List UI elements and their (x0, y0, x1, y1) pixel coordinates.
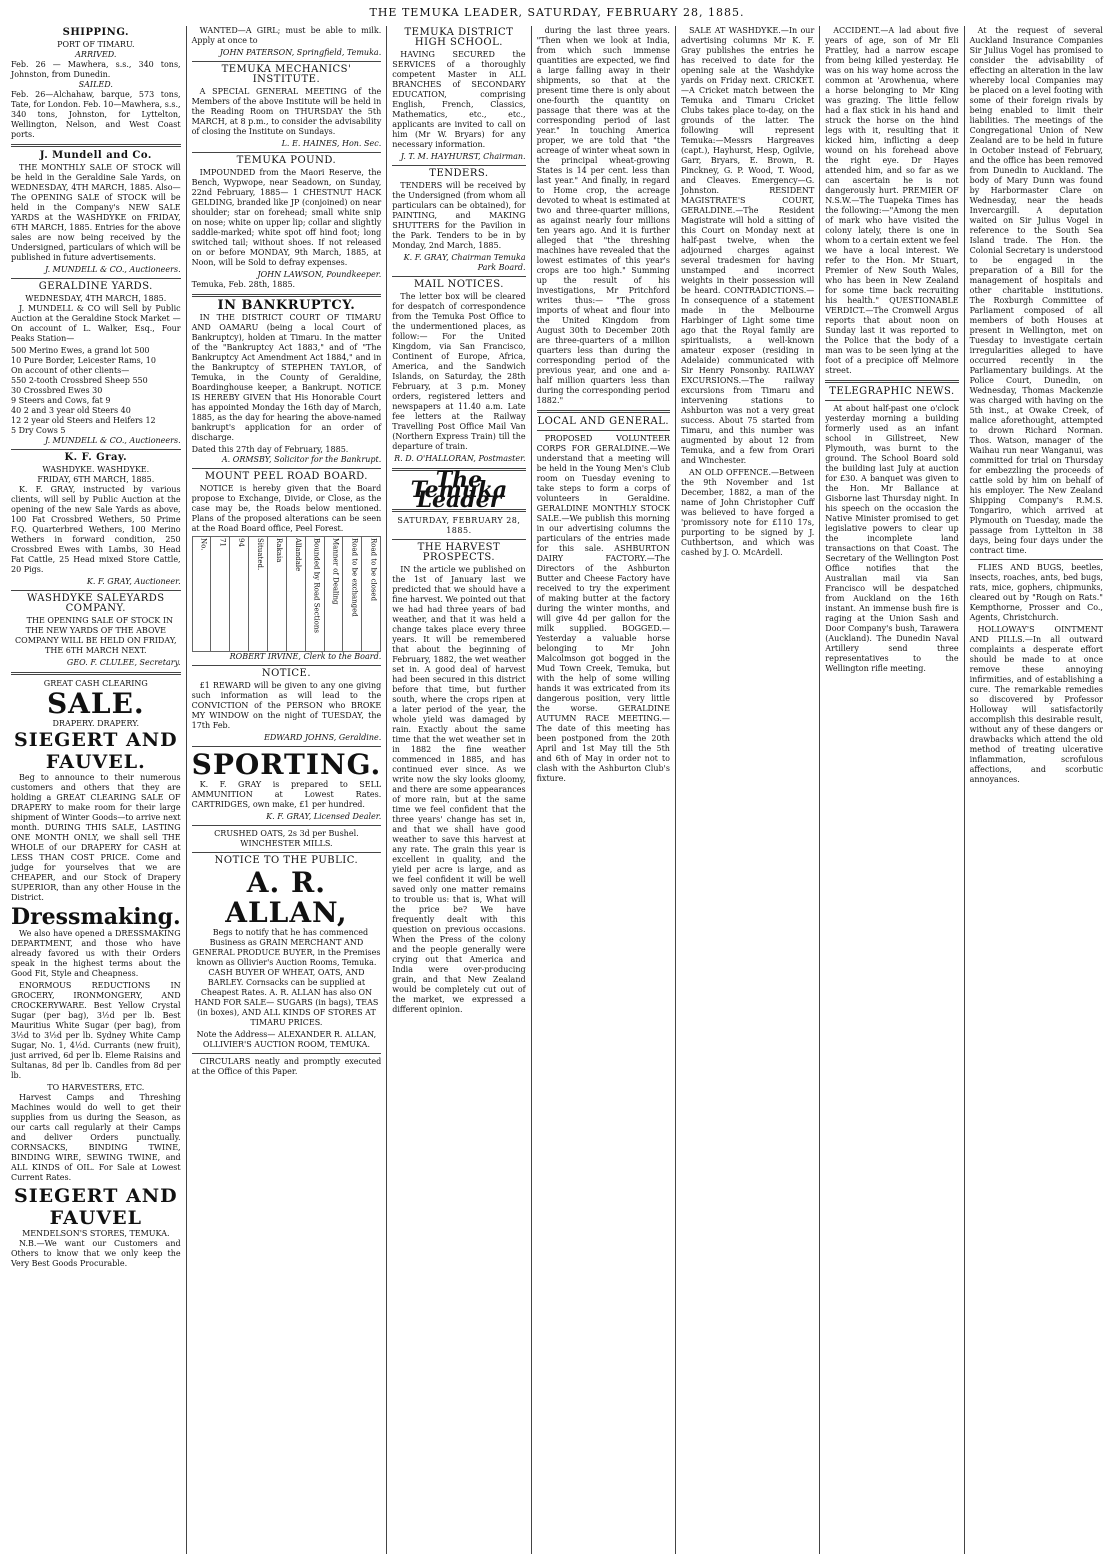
tenders-text: TENDERS will be received by the Undersigned (from whom all particulars can be obtained), for PAINTING, and MAKING SHUTTERS for the Pavilion in the Park. Tenders to be in by Monday, 2nd March, 1885. (392, 181, 526, 250)
sale-word: SALE. (46, 687, 145, 720)
dress-title: Dressmaking. (11, 904, 181, 930)
table-cell: Rakaia (268, 537, 287, 652)
flies-text: FLIES AND BUGS, beetles, insects, roaches, ants, bed bugs, rats, mice, gophers, chipmunks, cleared out by "Rough on Rats." Kempthorne, Prosser and Co., Agents, Christchurch. (969, 563, 1103, 622)
sale-text: SALE AT WASHDYKE.—In our advertising columns Mr K. F. Gray publishes the entries he has received to date for the opening sale at the Washdyke yards on Friday next. CRICKET.—A Cricket match between the Temuka and Timaru Cricket Clubs takes place to-day, on the grounds of the latter. The following will represent Temuka:—Messrs Hargreaves (capt.), Hayhurst, Hesp, Ogilvie, Garr, Bryars, E. Brown, R. Pinckney, G. P. Wood, T. Wood, and Cleaves. Emergency—G. Johnston. RESIDENT MAGISTRATE'S COURT, GERALDINE.—The Resident Magistrate will hold a sitting of this Court on Monday next at half-past twelve, when the adjourned charges against several tradesmen for having unstamped and incorrect weights in their possession will be heard. CONTRADICTIONS.—In consequence of a statement made in the Melbourne Harbinger of Light some time ago that the Royal family are spiritualists, a well-known amateur exposer (residing in Adelaide) communicated with Sir Henry Ponsonby. RAILWAY EXCURSIONS.—The railway excursions from Timaru and intervening stations to Ashburton was not a very great success. About 75 started from Timaru, and this number was augmented by about 12 from Temuka, and a few from Orari and Winchester. (680, 26, 815, 465)
school-sig: J. T. M. HAYHURST, Chairman. (400, 152, 526, 161)
list-item: 40 2 and 3 year old Steers 40 (11, 406, 131, 415)
mech-sig: L. E. HAINES, Hon. Sec. (281, 139, 382, 148)
arrived-label: ARRIVED. (75, 50, 117, 59)
mech-text: A SPECIAL GENERAL MEETING of the Members of the above Institute will be held in the Reading Room on THURSDAY the 5th MARCH, at 8 p.m., to consider the advisability of closing the Institute on Sundays. (191, 87, 382, 136)
road-text: NOTICE is hereby given that the Board propose to Exchange, Divide, or Close, as the case may be, the Roads below mentioned. Plans of the proposed alterations can be seen at the Road Board office, Peel Forest. (191, 484, 382, 533)
road-sig: ROBERT IRVINE, Clerk to the Board. (229, 652, 382, 661)
mundell-title: J. Mundell and Co. (39, 150, 152, 161)
harvest-title: THE HARVEST PROSPECTS. (417, 542, 501, 563)
cont-text: during the last three years. "Then when we look at India, from which such immense quantities are expected, we find a large falling away in their shipments, so that at the present time there is only about one-fourth the quantity on passage that there was at the corresponding period of last year." In touching America proper, we are told that "the acreage of winter wheat sown in the principal wheat-growing States is 14 per cent. less than last year." And finally, in regard to Home crop, the acreage devoted to wheat is estimated at two and three-quarter millions, as against nearly four millions ten years ago. And it is further alleged that "the threshing machines have revealed that the lowest estimates of this year's crops are too high." Summing up the result of his investigations, Mr Pritchford writes thus:— "The gross imports of wheat and flour into the United Kingdom from August 30th to December 20th are three-quarters of a million quarters less than during the corresponding period of the previous year, and one and a-half million quarters less than during the corresponding period 1882." (536, 26, 670, 405)
mail-sig: R. D. O'HALLORAN, Postmaster. (394, 454, 526, 463)
sailed-label: SAILED. (78, 80, 113, 89)
siegert-name: SIEGERT AND FAUVEL. (14, 729, 178, 773)
harvest-text: Harvest Camps and Threshing Machines would do well to get their supplies from us during the Season, as our carts call regularly at their Camps and deliver Orders punctually. CORNSACKS, BINDING TWINE, BINDING WIRE, SEWING TWINE, and ALL KINDS of OIL. For Sale at Lowest Current Rates. (11, 1093, 181, 1182)
column-3 (387, 26, 531, 1554)
road-table (192, 536, 382, 652)
sailed-text: Feb. 26—Alchahaw, barque, 573 tons, Tate, for London. Feb. 10—Mawhera, s.s., 340 tons, Johnston, for Lyttelton, Wellington, Nelson, and West Coast ports. (11, 90, 181, 139)
geraldine-sig: J. MUNDELL & CO., Auctioneers. (44, 436, 181, 445)
geraldine-text: J. MUNDELL & CO will Sell by Public Auction at the Geraldine Stock Market — On account of L. Walker, Esq., Four Peaks Station— (11, 304, 181, 343)
wash-date: FRIDAY, 6TH MARCH, 1885. (37, 475, 155, 484)
wash-title: WASHDYKE. WASHDYKE. (42, 465, 150, 474)
allan-text: Begs to notify that he has commenced Business as GRAIN MERCHANT AND GENERAL PRODUCE BUYER, in the Premises known as Ollivier's Auction Rooms, Temuka. CASH BUYER OF WHEAT, OATS, AND BARLEY. Cornsacks can be supplied at Cheapest Rates. A. R. ALLAN has also ON HAND FOR SALE— SUGARS (in bags), TEAS (in boxes), AND ALL KINDS OF STORES AT TIMARU PRICES. (192, 928, 381, 1027)
shipping-title: SHIPPING. (62, 27, 129, 38)
geraldine-title: GERALDINE YARDS. (38, 281, 153, 292)
bankruptcy-text: IN THE DISTRICT COURT OF TIMARU AND OAMARU (being a local Court of Bankruptcy), holden at Timaru. In the matter of the "Bankruptcy Act 1883," and of "The Bankruptcy Act Amendment Act 1884," and in the Bankruptcy of STEPHEN TAYLOR, of Temuka, in the County of Geraldine, Boardinghouse keeper, a Bankrupt. NOTICE IS HEREBY GIVEN that His Honorable Court has appointed Monday the 16th day of March, 1885, as the day for hearing the above-named bankrupt's application for an order of discharge. (191, 313, 382, 442)
bankruptcy-sig: A. ORMSBY, Solicitor for the Bankrupt. (221, 455, 382, 464)
dress-text: We also have opened a DRESSMAKING DEPARTMENT, and those who have already favored us with their Orders speak in the highest terms about the Good Fit, Style and Cheapness. (11, 929, 181, 978)
table-cell: No. (192, 537, 211, 652)
sale-kicker: GREAT CASH CLEARING (43, 679, 148, 688)
circulars: CIRCULARS neatly and promptly executed at the Office of this Paper. (191, 1057, 382, 1076)
harvest-title: TO HARVESTERS, ETC. (47, 1083, 145, 1092)
table-cell: Road to be exchanged (343, 537, 362, 652)
table-cell: 71 (211, 537, 230, 652)
list-item: 10 Pure Border, Leicester Rams, 10 (11, 356, 156, 365)
list-item: 30 Crossbred Ewes 30 (11, 386, 103, 395)
list-item: 550 2-tooth Crossbred Sheep 550 (11, 376, 148, 385)
notice-sig: EDWARD JOHNS, Geraldine. (264, 733, 382, 742)
wanted-sig: JOHN PATERSON, Springfield, Temuka. (219, 48, 382, 57)
old-offence-text: AN OLD OFFENCE.—Between the 9th November and 1st December, 1882, a man of the name of John Christopher Cuff was believed to have forged a 'promissory note for £110 17s, purporting to be signed by J. Cuthbertson, and which was cashed by J. O. McArdell. (680, 468, 815, 557)
saleyards-title: WASHDYKE SALEYARDS COMPANY. (27, 593, 165, 614)
mech-title: TEMUKA MECHANICS' INSTITUTE. (221, 64, 352, 85)
harvest-text: IN the article we published on the 1st of January last we predicted that we should have a fine harvest. We pointed out that we had had three years of bad weather, and that it was held a change takes place every three years. It will be remembered that about the beginning of February, 1882, the wet weather set in. A good deal of harvest had been secured in this district before that time, but further south, where the crops ripen at a later period of the year, the whole yield was damaged by rain. Exactly about the same time that the wet weather set in in 1882 the fine weather commenced in 1885, and has continued ever since. As we write now the sky looks gloomy, and there are some appearances of more rain, but at the same time we feel confident that the three years' change has set in, and that we shall have good weather to save this harvest at any rate. The grain this year is excellent in quality, and the yield per acre is large, and as we feel confident it will be well saved only one matter remains to trouble us: that is, What will the price be? We have frequently dealt with this question on previous occasions. When the Press of the colony and the people generally were crying out that America and India were over-producing grain, and that New Zealand would be completely cut out of the market, we expressed a different opinion. (392, 565, 526, 1014)
shipping-port: PORT OF TIMARU. (57, 40, 135, 49)
accident-text: ACCIDENT.—A lad about five years of age, son of Mr Eli Prattley, had a narrow escape from being killed yesterday. He was on his way home across the common at 'Arowhenua, where a horse belonging to Mr King was grazing. The little fellow had a flax stick in his hand and struck the horse on the hind legs with it, resulting that it kicked him, inflicting a deep wound on his forehead above the right eye. Dr Hayes attended him, and so far as we can ascertain he is not dangerously hurt. PREMIER OF N.S.W.—The Tuapeka Times has the following:—"Among the men of mark who have visited the colony lately, there is one in whom to a certain extent we feel we have a local interest. We refer to the Hon. Mr Stuart, Premier of New South Wales, who has been in New Zealand for some time back recruiting his health." QUESTIONABLE VERDICT.—The Cromwell Argus reports that about noon on Sunday last it was reported to the Police that the body of a man was to be seen lying at the foot of a precipice off Melmore street. (825, 26, 959, 375)
telegraphic-title: TELEGRAPHIC NEWS. (829, 386, 955, 397)
list-item: On account of other clients— (11, 366, 130, 375)
wash-sig: K. F. GRAY, Auctioneer. (86, 577, 181, 586)
notice-title: NOTICE. (261, 668, 312, 679)
pound-sig: JOHN LAWSON, Poundkeeper. (257, 270, 382, 279)
sport-sig: K. F. GRAY, Licensed Dealer. (266, 812, 382, 821)
allan-name: A. R. ALLAN, (225, 866, 348, 929)
table-cell: 94 (230, 537, 249, 652)
oats-text: CRUSHED OATS, 2s 3d per Bushel. (214, 829, 359, 838)
column-6 (820, 26, 964, 1554)
nb-text: N.B.—We want our Customers and Others to know that we only keep the Very Best Goods Procurable. (11, 1239, 181, 1268)
table-cell: Manner of Dealing (324, 537, 343, 652)
school-title: TEMUKA DISTRICT HIGH SCHOOL. (404, 27, 514, 48)
sport-text: K. F. GRAY is prepared to SELL AMMUNITION at Lowest Rates. CARTRIDGES, own make, £1 per hundred. (191, 780, 382, 809)
list-item: 5 Dry Cows 5 (11, 426, 66, 435)
local-title: LOCAL AND GENERAL. (537, 416, 670, 427)
local-text: PROPOSED VOLUNTEER CORPS FOR GERALDINE.—We understand that a meeting will be held in the Young Men's Club room on Tuesday evening to take steps to form a corps of volunteers in Geraldine. GERALDINE MONTHLY STOCK SALE.—We publish this morning in our advertising columns the particulars of the entries made for this sale. ASHBURTON DAIRY FACTORY.—The Directors of the Ashburton Butter and Cheese Factory have received to try the experiment of making butter at the factory during the winter months, and will give 4d per gallon for the milk supplied. BOGGED.—Yesterday a valuable horse belonging to Mr John Malcolmson got bogged in the Mud Town Creek, Temuka, but with the help of some willing hands it was extricated from its dangerous position, very little the worse. GERALDINE AUTUMN RACE MEETING.—The date of this meeting has been postponed from the 20th April and 1st May till the 5th and 6th of May in order not to clash with the Ashburton Club's fixture. (536, 434, 670, 783)
siegert2: SIEGERT AND FAUVEL (14, 1185, 178, 1229)
running-head: THE TEMUKA LEADER, SATURDAY, FEBRUARY 28, 1885. (369, 6, 745, 19)
drapery: DRAPERY. DRAPERY. (52, 719, 140, 728)
pound-text: IMPOUNDED from the Maori Reserve, the Bench, Wypwope, near Seadown, on Sunday, 22nd February, 1885— 1 CHESTNUT HACK GELDING, branded like JP (conjoined) on near shoulder; star on forehead; small white snip on nose; white on upper lip; collar and slightly saddle-marked; white spot off hind foot; long switched tail; without shoes. If not released on or before MONDAY, 9th March, 1885, at Noon, will be Sold to defray expenses. (191, 168, 382, 267)
telegraphic-text: At about half-past one o'clock yesterday morning a building formerly used as an infant school in Gillstreet, New Plymouth, was burnt to the ground. The School Board sold the building last July at auction for £30. A banquet was given to the Hon. Mr Ballance at Gisborne last Thursday night. In his speech on the occasion the Native Minister promised to get legislative powers to clear up the incomplete land transactions on that Coast. The Secretary of the Wellington Post Office notifies that the Australian mail via San Francisco will be despatched from Auckland on the 16th instant. An immense bush fire is raging at the Union Sash and Door Company's bush, Tarawera (Auckland). The Dunedin Naval Artillery send three representatives to the Wellington rifle meeting. (825, 404, 959, 673)
tenders-title: TENDERS. (429, 168, 489, 179)
list-item: 9 Steers and Cows, fat 9 (11, 396, 111, 405)
column-4 (532, 26, 676, 1554)
column-5 (676, 26, 820, 1554)
road-title: MOUNT PEEL ROAD BOARD. (204, 471, 368, 482)
tenders-sig: K. F. GRAY, Chairman Temuka Park Board. (403, 253, 526, 272)
stock-list (11, 346, 181, 436)
siegert-text: Beg to announce to their numerous customers and others that they are holding a GREAT CLEARING SALE OF DRAPERY to make room for their large shipment of Winter Goods—to arrive next month. DURING THIS SALE, LASTING ONE MONTH ONLY, we shall sell THE WHOLE of our DRAPERY for CASH at LESS THAN COST PRICE. Come and judge for yourselves that we are CHEAPER, and our Stock of Drapery SUPERIOR, than any other House in the District. (11, 773, 181, 902)
notice-text: £1 REWARD will be given to any one giving such information as will lead to the CONVICTION of the PERSON who BROKE MY WINDOW on the night of TUESDAY, the 17th Feb. (191, 681, 382, 730)
public-title: NOTICE TO THE PUBLIC. (214, 855, 359, 866)
allan-addr: Note the Address— ALEXANDER R. ALLAN, OLLIVIER'S AUCTION ROOM, TEMUKA. (196, 1030, 377, 1049)
bankruptcy-date: Dated this 27th day of February, 1885. (191, 445, 349, 454)
mundell-sig: J. MUNDELL & CO., Auctioneers. (44, 265, 181, 274)
mundell-text: THE MONTHLY SALE OF STOCK will be held in the Geraldine Sale Yards, on WEDNESDAY, 4TH MARCH, 1885. Also— The OPENING SALE of STOCK will be held in the Company's NEW SALE YARDS at the WASHDYKE on FRIDAY, 6TH MARCH, 1885. Entries for the above sales are now being received by the Undersigned, particulars of which will be published in future advertisements. (11, 163, 181, 262)
holloway-text: HOLLOWAY'S OINTMENT AND PILLS.—In all outward complaints a desperate effort should be made to at once remove these annoying infirmities, and of establishing a cure. The remarkable remedies so discovered by Professor Holloway will satisfactorily accomplish this desirable result, without any of these dangers or drawbacks which attend the old method of treating ulcerative inflammation, scrofulous affections, and scorbutic annoyances. (969, 625, 1103, 784)
table-cell: Allandale (286, 537, 305, 652)
column-2 (187, 26, 388, 1554)
wash-text: K. F. GRAY, instructed by various clients, will sell by Public Auction at the opening of the new Sale Yards as above, 100 Fat Crossbred Wethers, 50 Prime F.Q. Quarterbred Wethers, 100 Merino Wethers in forward condition, 250 Crossbred Ewes with Lambs, 30 Head Fat Cattle, 25 Head mixed Store Cattle, 20 Pigs. (11, 485, 181, 574)
dateline: SATURDAY, FEBRUARY 28, 1885. (397, 516, 521, 535)
column-7 (965, 26, 1108, 1554)
school-text: HAVING SECURED the SERVICES of a thoroughly competent Master in ALL BRANCHES of SECONDARY EDUCATION, comprising English, French, Classics, Mathematics, etc., etc., applicants are invited to call on him (Mr W. Bryars) for any necessary information. (392, 50, 526, 149)
gray-title: K. F. Gray. (64, 452, 128, 463)
wanted-text: WANTED—A GIRL; must be able to milk. Apply at once to (191, 26, 382, 45)
list-item: 500 Merino Ewes, a grand lot 500 (11, 346, 150, 355)
pound-date: Temuka, Feb. 28th, 1885. (191, 280, 296, 289)
grocery-text: ENORMOUS REDUCTIONS IN GROCERY, IRONMONGERY, AND CROCKERYWARE. Best Yellow Crystal Sugar (per bag), 3½d per lb. Best Mauritius White Sugar (per bag), from 3½d to 3½d per lb. Sydney White Camp Sugar, No. 1, 4½d. Currants (new fruit), just arrived, 6d per lb. Eleme Raisins and Sultanas, 8d per lb. Candles from 8d per lb. (11, 981, 181, 1080)
mail-title: MAIL NOTICES. (413, 279, 504, 290)
pound-title: TEMUKA POUND. (236, 155, 337, 166)
sport-title: SPORTING. (191, 748, 382, 781)
bankruptcy-title: IN BANKRUPTCY. (217, 298, 356, 313)
column-1 (6, 26, 187, 1554)
top-text: At the request of several Auckland Insurance Companies Sir Julius Vogel has promised to consider the advisability of effecting an alteration in the law whereby local Companies may be placed on a level footing with some of their foreign rivals by being enabled to limit their liabilities. The meetings of the Congregational Union of New Zealand are to be held in future in October instead of February, and the office has been removed from Dunedin to Auckland. The body of Mary Dunn was found by Harbormaster Clare on Wednesday, near the heads Invercargill. A deputation waited on Sir Julius Vogel in reference to the South Sea Island trade. The Hon. the Colonial Secretary is understood to be engaged in the preparation of a Bill for the management of hospitals and other charitable institutions. The Roxburgh Committee of Parliament composed of all members of both Houses at present in Wellington, met on Tuesday to investigate certain irregularities alleged to have occurred recently in the Parliamentary buildings. At the Police Court, Dunedin, on Wednesday, Thomas Mackenzie was charged with having on the 5th inst., at Owake Creek, of malice aforethought, attempted to drown Richard Norman. Thos. Watson, manager of the Waihau run near Wanganui, was committed for trial on Thursday for embezzling the proceeds of cattle sold by him on behalf of his employer. The New Zealand Shipping Company's R.M.S. Tongariro, which arrived at Plymouth on Tuesday, made the passage from Lyttelton in 38 days, being four days under the contract time. (969, 26, 1103, 555)
oats-sig: WINCHESTER MILLS. (240, 839, 333, 848)
saleyards-text: THE OPENING SALE OF STOCK IN THE NEW YARDS OF THE ABOVE COMPANY WILL BE HELD ON FRIDAY, THE 6TH MARCH NEXT. (15, 616, 177, 655)
saleyards-sig: GEO. F. CLULEE, Secretary. (66, 658, 181, 667)
geraldine-date: WEDNESDAY, 4TH MARCH, 1885. (25, 294, 167, 303)
table-cell: Situated. (249, 537, 268, 652)
masthead: The Temuka Leader (410, 467, 508, 513)
table-cell: Road to be closed (362, 537, 381, 652)
arrived-text: Feb. 26 — Mawhera, s.s., 340 tons, Johnston, from Dunedin. (11, 60, 181, 79)
list-item: 12 2 year old Steers and Heifers 12 (11, 416, 156, 425)
mail-text: The letter box will be cleared for despatch of correspondence from the Temuka Post Office to the undermentioned places, as follow:— For the United Kingdom, via San Francisco, Continent of Europe, Africa, America, and the Sandwich Islands, on Saturday, the 28th February, at 3 p.m. Money orders, registered letters and newspapers at 11.40 a.m. Late fee letters at the Railway Travelling Post Office Mail Van (Northern Express Train) till the departure of train. (392, 292, 526, 451)
table-cell: Bounded by Road Sections (305, 537, 324, 652)
stores: MENDELSON'S STORES, TEMUKA. (22, 1229, 170, 1238)
